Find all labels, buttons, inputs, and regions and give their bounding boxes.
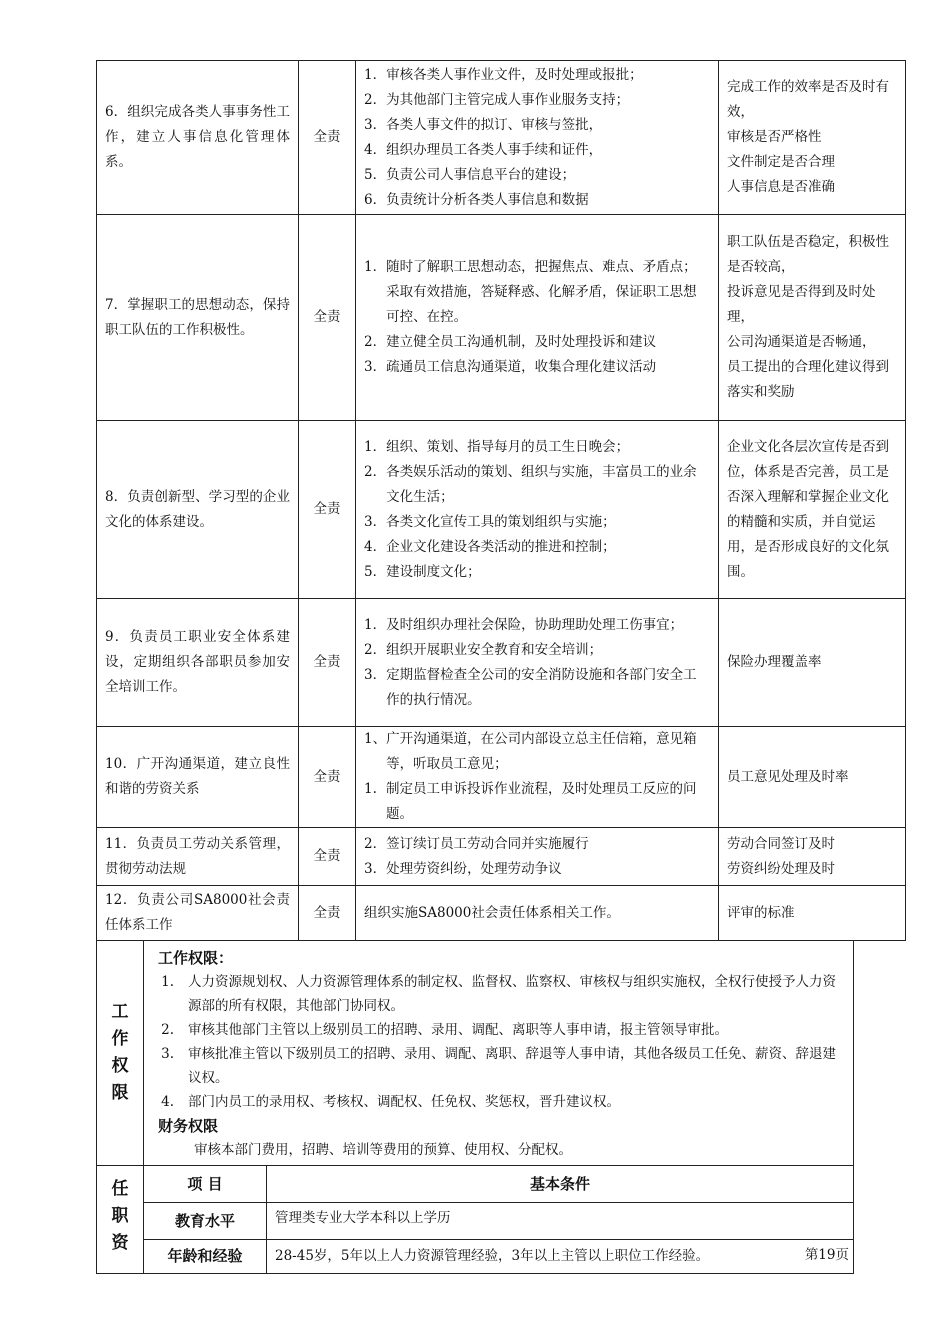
- task-number: 1、: [364, 731, 387, 747]
- task-number: 4．: [364, 538, 387, 555]
- duty-row: [97, 886, 906, 941]
- task-number: 6．: [364, 191, 387, 208]
- task-number: 2．: [364, 835, 387, 852]
- duty-task-item: [364, 727, 710, 777]
- duty-responsibility: 全责: [299, 215, 356, 421]
- duty-criteria: [719, 215, 906, 421]
- duty-tasks: [356, 886, 719, 941]
- task-text: 疏通员工信息沟通渠道，收集合理化建议活动: [386, 359, 657, 375]
- duty-title: 7．掌握职工的思想动态，保持职工队伍的工作积极性。: [97, 215, 299, 421]
- task-text: 及时组织办理社会保险，协助理助处理工伤事宜；: [386, 616, 684, 633]
- duty-task-item: [364, 857, 710, 882]
- duty-task-item: [364, 113, 710, 138]
- duty-responsibility: 全责: [299, 828, 356, 886]
- task-number: 3．: [364, 116, 387, 133]
- duty-criteria: [719, 599, 906, 727]
- duty-tasks: [356, 727, 719, 828]
- task-text: 随时了解职工思想动态，把握焦点、难点、矛盾点；采取有效措施，答疑释惑、化解矛盾，保证职工思想可控、在控。: [386, 259, 697, 325]
- task-text: 负责统计分析各类人事信息和数据: [386, 191, 589, 208]
- criteria-line: 企业文化各层次宣传是否到位，体系是否完善，员工是否深入理解和掌握企业文化的精髓和实质，并自觉运用，是否形成良好的文化氛围。: [727, 438, 889, 580]
- duty-row: [97, 61, 906, 215]
- duty-title: 8．负责创新型、学习型的企业文化的体系建设。: [97, 421, 299, 599]
- qual-education-label: 教育水平: [144, 1203, 267, 1240]
- task-number: 2．: [364, 334, 387, 350]
- duty-row: [97, 828, 906, 886]
- task-number: 1．: [364, 438, 387, 455]
- authority-section-label: [97, 941, 144, 1166]
- duty-row: [97, 727, 906, 828]
- task-text: 企业文化建设各类活动的推进和控制；: [386, 538, 616, 555]
- section-label-char: 作: [111, 1029, 129, 1049]
- duty-row: [97, 215, 906, 421]
- duty-task-item: [364, 901, 710, 926]
- task-text: 审核各类人事作业文件，及时处理或报批；: [386, 66, 643, 83]
- duty-criteria: [719, 828, 906, 886]
- task-number: 1．: [364, 66, 387, 83]
- work-authority-title: 工作权限：: [158, 949, 234, 967]
- duty-task-item: [364, 777, 710, 827]
- work-authority-item: [152, 970, 847, 1018]
- duty-task-item: [364, 188, 710, 213]
- criteria-line: 保险办理覆盖率: [727, 654, 822, 670]
- task-number: 1.: [364, 781, 377, 797]
- authority-text: 审核其他部门主管以上级别员工的招聘、录用、调配、离职等人事申请，报主管领导审批。: [188, 1022, 728, 1038]
- task-text: 制定员工申诉投诉作业流程，及时处理员工反应的问题。: [386, 781, 697, 822]
- duty-title: 10．广开沟通渠道，建立良性和谐的劳资关系: [97, 727, 299, 828]
- duty-task-item: [364, 435, 710, 460]
- duty-task-item: [364, 510, 710, 535]
- authority-number: 1.: [161, 974, 174, 990]
- authority-content: [144, 941, 854, 1166]
- criteria-line: 劳资纠纷处理及时: [727, 860, 835, 877]
- task-number: 1．: [364, 616, 387, 633]
- duties-table: [96, 60, 906, 941]
- task-text: 各类人事文件的拟订、审核与签批，: [386, 116, 603, 133]
- duty-task-item: [364, 138, 710, 163]
- duty-task-item: [364, 663, 710, 713]
- qual-experience-label: 年龄和经验: [144, 1240, 267, 1274]
- task-text: 组织开展职业安全教育和安全培训；: [386, 641, 603, 658]
- section-label-char: 权: [111, 1056, 129, 1076]
- duty-task-item: [364, 330, 710, 355]
- authority-number: 3.: [161, 1046, 174, 1062]
- page-number: 第19页: [804, 1247, 849, 1263]
- authority-number: 2.: [161, 1022, 174, 1038]
- task-number: 3．: [364, 513, 387, 530]
- duty-task-item: [364, 832, 710, 857]
- criteria-line: 人事信息是否准确: [727, 179, 835, 195]
- criteria-line: 完成工作的效率是否及时有效，: [727, 79, 889, 120]
- task-number: 1．: [364, 259, 387, 275]
- task-text: 签订续订员工劳动合同并实施履行: [386, 835, 589, 852]
- criteria-line: 评审的标准: [727, 904, 795, 921]
- task-number: 3．: [364, 860, 387, 877]
- qualification-table: [96, 1165, 854, 1274]
- duty-task-item: [364, 535, 710, 560]
- task-number: 2．: [364, 91, 387, 108]
- qual-header-conditions: 基本条件: [267, 1166, 854, 1203]
- duty-task-item: [364, 255, 710, 330]
- task-number: 3．: [364, 666, 387, 683]
- section-label-char: 工: [111, 1002, 129, 1022]
- duty-tasks: [356, 215, 719, 421]
- duty-criteria: [719, 886, 906, 941]
- qual-experience-value: [267, 1240, 854, 1274]
- duty-tasks: [356, 61, 719, 215]
- duty-title: 12．负责公司SA8000社会责任体系工作: [97, 886, 299, 941]
- work-authority-item: [152, 1042, 847, 1090]
- task-number: 2．: [364, 641, 387, 658]
- authority-text: 审核批准主管以下级别员工的招聘、录用、调配、离职、辞退等人事申请，其他各级员工任免、薪资、辞退建议权。: [188, 1046, 836, 1086]
- finance-authority-title: 财务权限: [158, 1117, 219, 1135]
- duty-task-item: [364, 613, 710, 638]
- section-label-char: 职: [111, 1206, 129, 1226]
- task-text: 为其他部门主管完成人事作业服务支持；: [386, 91, 630, 108]
- duty-task-item: [364, 163, 710, 188]
- duty-criteria: [719, 421, 906, 599]
- qual-experience-text: 28-45岁，5年以上人力资源管理经验，3年以上主管以上职位工作经验。: [275, 1248, 710, 1264]
- duty-task-item: [364, 63, 710, 88]
- qualification-section-label: [97, 1166, 144, 1274]
- work-authority-item: [152, 1018, 847, 1042]
- duty-task-item: [364, 460, 710, 510]
- duty-title: 11．负责员工劳动关系管理，贯彻劳动法规: [97, 828, 299, 886]
- document-page: [96, 60, 889, 1274]
- task-text: 建设制度文化；: [386, 563, 481, 580]
- task-text: 处理劳资纠纷，处理劳动争议: [386, 860, 562, 877]
- criteria-line: 劳动合同签订及时: [727, 835, 835, 852]
- task-number: 5．: [364, 563, 387, 580]
- section-label-char: 资: [111, 1233, 129, 1253]
- criteria-line: 职工队伍是否稳定，积极性是否较高，: [727, 234, 889, 275]
- criteria-line: 员工意见处理及时率: [727, 768, 849, 785]
- section-label-char: 任: [111, 1179, 129, 1199]
- duty-task-item: [364, 560, 710, 585]
- duty-task-item: [364, 355, 710, 380]
- authority-text: 人力资源规划权、人力资源管理体系的制定权、监督权、监察权、审核权与组织实施权，全权行使授予人力资源部的所有权限，其他部门协同权。: [188, 974, 836, 1014]
- authority-text: 部门内员工的录用权、考核权、调配权、任免权、奖惩权，晋升建议权。: [188, 1094, 620, 1110]
- duty-title: 6．组织完成各类人事事务性工作，建立人事信息化管理体系。: [97, 61, 299, 215]
- task-number: 4．: [364, 141, 387, 158]
- finance-authority-text: 审核本部门费用，招聘、培训等费用的预算、使用权、分配权。: [194, 1142, 572, 1158]
- duty-tasks: [356, 421, 719, 599]
- duty-responsibility: 全责: [299, 61, 356, 215]
- duty-task-item: [364, 638, 710, 663]
- task-number: 3．: [364, 359, 387, 375]
- duty-task-item: [364, 88, 710, 113]
- criteria-line: 文件制定是否合理: [727, 154, 835, 170]
- duty-responsibility: 全责: [299, 727, 356, 828]
- criteria-line: 投诉意见是否得到及时处理，: [727, 284, 876, 325]
- work-authority-item: [152, 1090, 847, 1114]
- duty-tasks: [356, 599, 719, 727]
- task-number: 5．: [364, 166, 387, 183]
- task-text: 组织办理员工各类人事手续和证件，: [386, 141, 603, 158]
- authority-number: 4.: [161, 1094, 174, 1110]
- duty-row: [97, 599, 906, 727]
- task-text: 组织实施SA8000社会责任体系相关工作。: [364, 904, 620, 921]
- task-text: 建立健全员工沟通机制，及时处理投诉和建议: [386, 334, 657, 350]
- task-text: 负责公司人事信息平台的建设；: [386, 166, 576, 183]
- section-label-char: 限: [111, 1083, 129, 1103]
- duty-title: 9．负责员工职业安全体系建设，定期组织各部职员参加安全培训工作。: [97, 599, 299, 727]
- duty-criteria: [719, 727, 906, 828]
- task-number: 2．: [364, 463, 387, 480]
- task-text: 广开沟通渠道，在公司内部设立总主任信箱，意见箱等，听取员工意见；: [386, 731, 697, 772]
- qual-education-value: 管理类专业大学本科以上学历: [267, 1203, 854, 1240]
- task-text: 各类娱乐活动的策划、组织与实施，丰富员工的业余文化生活；: [386, 463, 697, 505]
- criteria-line: 审核是否严格性: [727, 129, 822, 145]
- duty-criteria: [719, 61, 906, 215]
- criteria-line: 员工提出的合理化建议得到落实和奖励: [727, 359, 889, 400]
- duty-responsibility: 全责: [299, 886, 356, 941]
- duty-tasks: [356, 828, 719, 886]
- authority-table: [96, 940, 854, 1166]
- task-text: 组织、策划、指导每月的员工生日晚会；: [386, 438, 630, 455]
- duty-responsibility: 全责: [299, 421, 356, 599]
- duty-responsibility: 全责: [299, 599, 356, 727]
- task-text: 定期监督检查全公司的安全消防设施和各部门安全工作的执行情况。: [386, 666, 697, 708]
- criteria-line: 公司沟通渠道是否畅通，: [727, 334, 876, 350]
- duty-row: [97, 421, 906, 599]
- qual-header-item: 项 目: [144, 1166, 267, 1203]
- task-text: 各类文化宣传工具的策划组织与实施；: [386, 513, 616, 530]
